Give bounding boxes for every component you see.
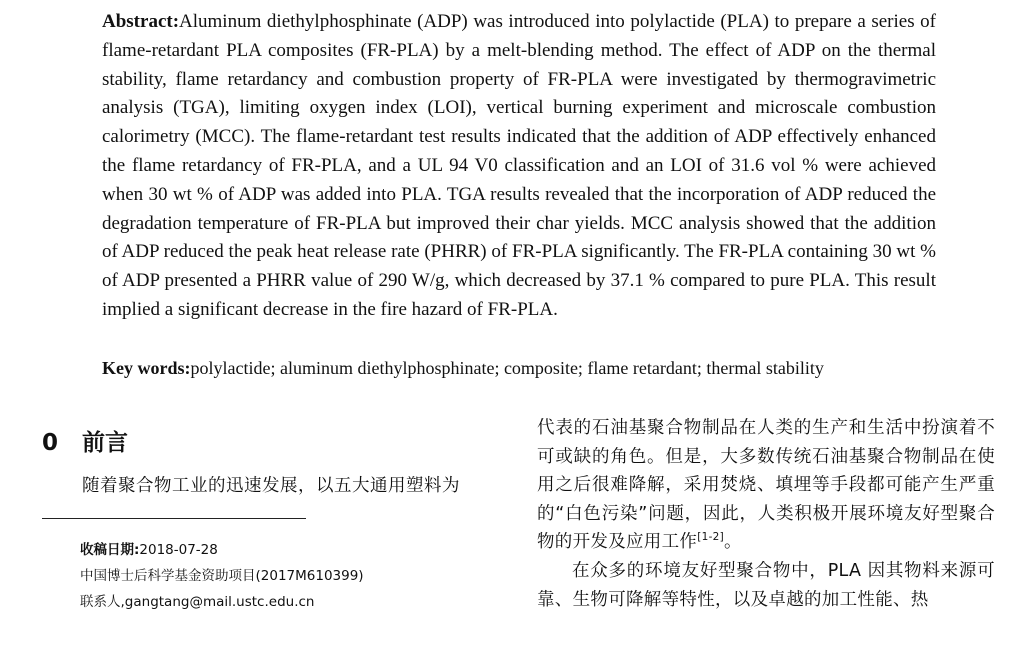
funding-line: 中国博士后科学基金资助项目(2017M610399) [80,568,364,584]
section-number: 0 [42,430,59,456]
para1-text: 代表的石油基聚合物制品在人类的生产和生活中扮演着不可或缺的角色。但是，大多数传统石油基聚合物制品在使用之后很难降解，采用焚烧、填埋等手段都可能产生严重的“白色污染”问题，因此，人类积极开展环境友好型聚合物的开发及应用工作 [537,418,995,553]
received-label: 收稿日期: [80,542,140,558]
right-column [537,414,995,614]
footnotes [80,537,500,615]
intro-paragraph-right-2: 在众多的环境友好型聚合物中，PLA 因其物料来源可靠、生物可降解等特性，以及卓越的加工性能、热 [537,560,995,610]
intro-paragraph-right-1 [537,414,995,557]
abstract-text: Aluminum diethylphosphinate (ADP) was introduced into polylactide (PLA) to prepare a series of flame-retardant PLA composites (FR-PLA) by a melt-blending method. The effect of ADP on the thermal stability, flame retardancy and combustion property of FR-PLA were investigated by thermogravimetric analysis (TGA), limiting oxygen index (LOI), vertical burning experiment and microscale combustion calorimetry (MCC). The flame-retardant test results indicated that the addition of ADP effectively enhanced the flame retardancy of FR-PLA, and a UL 94 V0 classification and an LOI of 31.6 vol % were achieved when 30 wt % of ADP was added into PLA. TGA results revealed that the incorporation of ADP reduced the degradation temperature of FR-PLA but improved their char yields. MCC analysis showed that the addition of ADP reduced the peak heat release rate (PHRR) of FR-PLA significantly. The FR-PLA containing 30 wt % of ADP presented a PHRR value of 290 W/g, which decreased by 37.1 % compared to pure PLA. This result implied a significant decrease in the fire hazard of FR-PLA. [102,11,936,320]
abstract-label: Abstract: [102,11,180,32]
keywords [102,355,936,381]
citation[interactable]: [1-2] [697,531,725,544]
contact-line: 联系人,gangtang@mail.ustc.edu.cn [80,594,315,610]
abstract [102,8,936,325]
footnote-divider [42,518,306,519]
section-title: 前言 [82,430,128,456]
received-date-line [80,537,500,563]
keywords-text: polylactide; aluminum diethylphosphinate; composite; flame retardant; thermal stability [190,358,824,378]
keywords-label: Key words: [102,358,191,378]
received-date: 2018-07-28 [139,542,218,558]
intro-paragraph-left: 随着聚合物工业的迅速发展，以五大通用塑料为 [82,476,460,496]
section-heading [42,424,128,457]
para1-end: 。 [724,532,742,553]
